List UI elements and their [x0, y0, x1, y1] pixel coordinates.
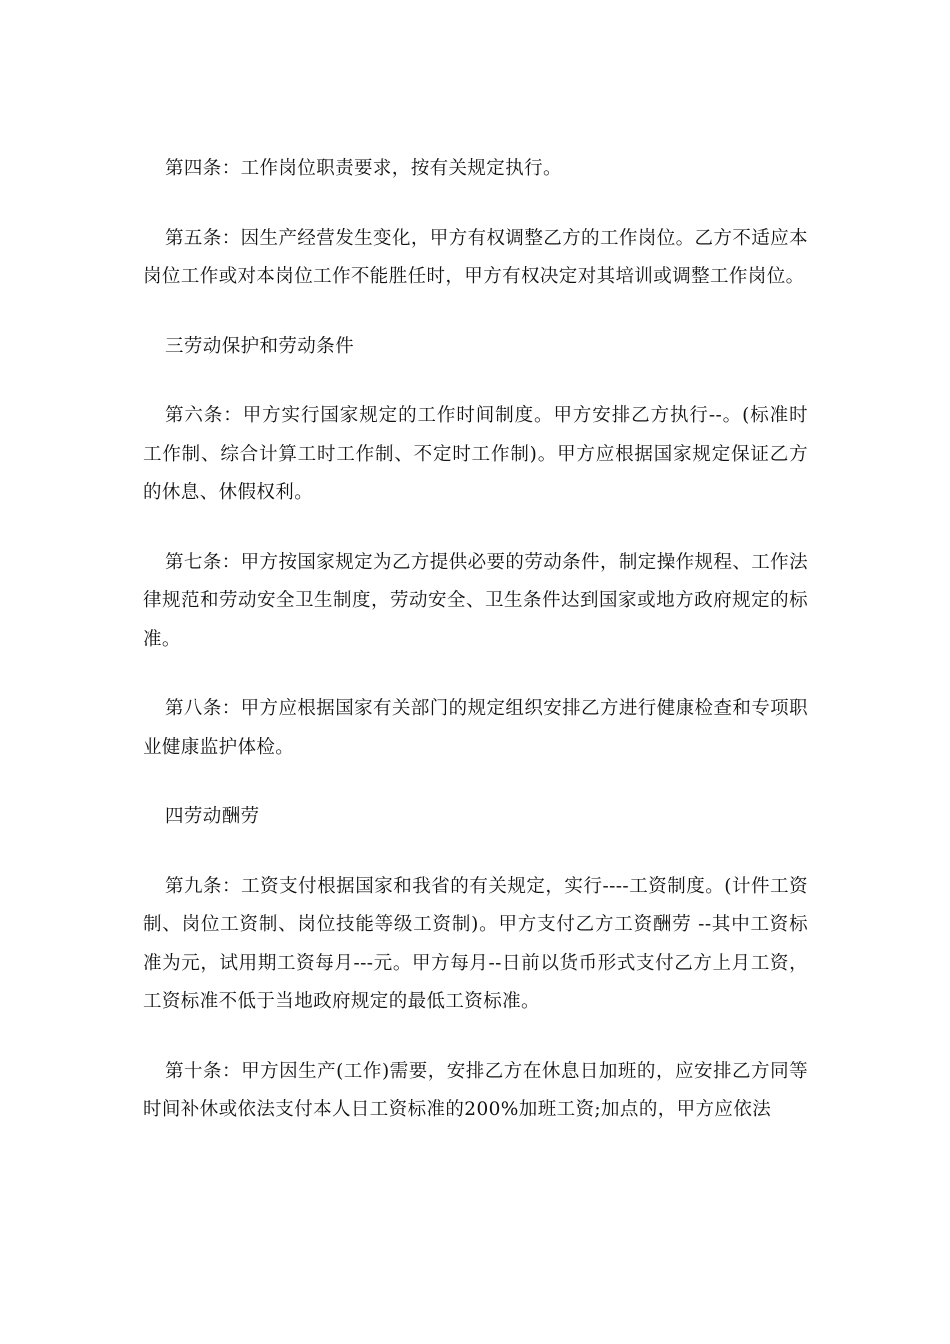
article-4-paragraph: 第四条：工作岗位职责要求，按有关规定执行。 — [165, 158, 562, 179]
article-10-paragraph: 第十条：甲方因生产(工作)需要，安排乙方在休息日加班的，应安排乙方同等时间补休或依法支付本人日工资标准的200%加班工资;加点的，甲方应依法 — [143, 1060, 808, 1120]
article-9-paragraph: 第九条：工资支付根据国家和我省的有关规定，实行----工资制度。(计件工资制、岗位工资制、岗位技能等级工资制)。甲方支付乙方工资酬劳 --其中工资标准为元，试用期工资每月---元。甲方每月--日前以货币形式支付乙方上月工资，工资标准不低于当地政府规定的最低工资标准。 — [143, 875, 808, 1012]
article-5-paragraph: 第五条：因生产经营发生变化，甲方有权调整乙方的工作岗位。乙方不适应本岗位工作或对本岗位工作不能胜任时，甲方有权决定对其培训或调整工作岗位。 — [143, 227, 808, 287]
section-4-heading: 四劳动酬劳 — [165, 806, 260, 827]
article-8-paragraph: 第八条：甲方应根据国家有关部门的规定组织安排乙方进行健康检查和专项职业健康监护体检。 — [143, 698, 808, 758]
document-body — [143, 150, 808, 1161]
article-7-paragraph: 第七条：甲方按国家规定为乙方提供必要的劳动条件，制定操作规程、工作法律规范和劳动安全卫生制度，劳动安全、卫生条件达到国家或地方政府规定的标准。 — [143, 551, 808, 650]
section-3-heading: 三劳动保护和劳动条件 — [165, 335, 355, 357]
article-6-paragraph: 第六条：甲方实行国家规定的工作时间制度。甲方安排乙方执行--。(标准时工作制、综合计算工时工作制、不定时工作制)。甲方应根据国家规定保证乙方的休息、休假权利。 — [143, 405, 808, 503]
